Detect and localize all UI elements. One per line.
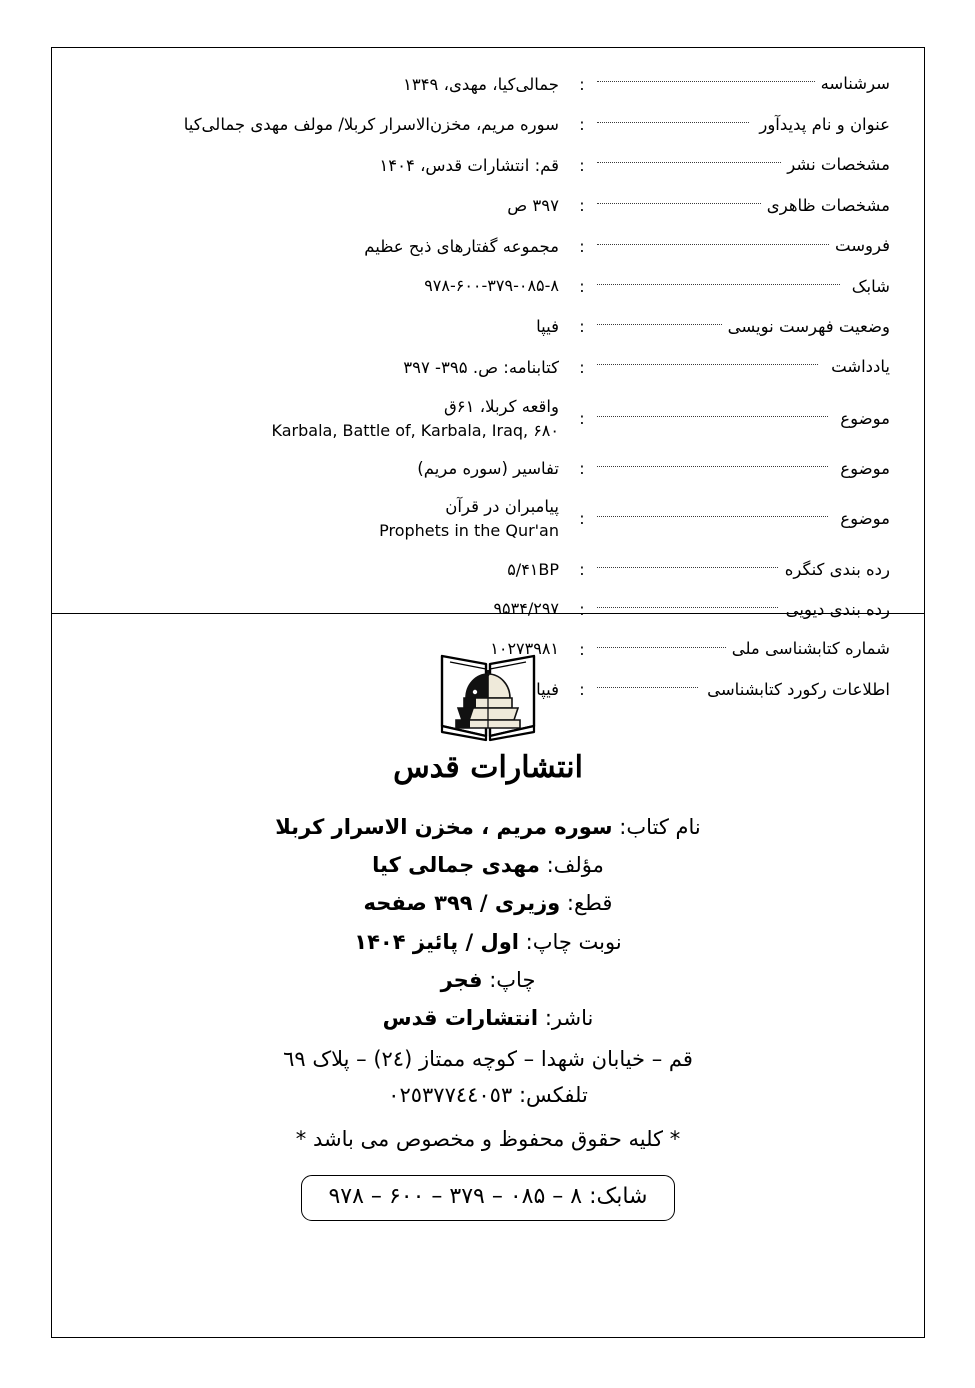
cip-label-title-author: عنوان و نام پدیدآور (759, 114, 890, 134)
cip-label-cell (595, 550, 890, 590)
format-line (51, 884, 925, 922)
cip-colon: : (579, 509, 585, 529)
cip-row-series (71, 226, 890, 267)
phone-label: تلفکس: (518, 1083, 588, 1108)
colophon-block (51, 624, 925, 1338)
book-title-line (51, 808, 925, 846)
cip-row-isbn (71, 267, 890, 307)
cip-colon: : (579, 74, 585, 94)
cip-row-cataloging-status (71, 307, 890, 348)
cip-value-cell (71, 307, 569, 348)
dotted-leader (597, 567, 778, 568)
cip-value-cell (71, 450, 569, 488)
cip-label-note: یادداشت (831, 357, 890, 377)
cip-value-subject-1-en: Karbala, Battle of, Karbala, Iraq, ۶۸۰ (271, 421, 559, 441)
dotted-leader (597, 284, 840, 285)
cip-colon: : (579, 409, 585, 429)
cip-value-cell (71, 226, 569, 267)
cip-label-cell (595, 186, 890, 227)
cip-value-cell (71, 347, 569, 388)
dotted-leader (597, 466, 828, 467)
book-title-value: سوره مریم ، مخزن الاسرار کربلا (275, 815, 613, 839)
cip-value-physical: ۳۹۷ ص (507, 196, 559, 216)
format-value: وزیری / ۳۹۹ صفحه (363, 891, 561, 916)
cip-row-physical (71, 186, 890, 227)
cip-label-publication: مشخصات نشر (787, 155, 890, 175)
cip-label-isbn: شابک (851, 276, 890, 296)
publisher-logo-icon (436, 640, 540, 744)
author-line (51, 846, 925, 884)
cip-label-cell (595, 145, 890, 186)
cip-row-sarshenase (71, 64, 890, 105)
cip-value-cell (71, 186, 569, 227)
cip-label-cell (595, 226, 890, 267)
cip-row-publication (71, 145, 890, 186)
cip-value-lc-class: ۵/۴۱BP (507, 559, 559, 579)
cip-label-cell (595, 488, 890, 550)
cip-label-subject-2: موضوع (840, 458, 890, 478)
cip-label-lc-class: رده بندی کنگره (784, 559, 890, 579)
printer-line (51, 961, 925, 999)
cip-label-series: فروست (835, 236, 890, 256)
cip-table (71, 64, 890, 710)
author-label: مؤلف: (546, 853, 604, 878)
phone-value: ٠۲٥۳۷۷٤٤٠٥۳ (388, 1083, 513, 1108)
cip-colon: : (579, 459, 585, 479)
publisher-label: ناشر: (544, 1006, 594, 1031)
cip-colon: : (579, 640, 585, 659)
cip-value-record-info: فیپا (536, 679, 559, 699)
cip-label-cell (595, 388, 890, 450)
publisher-line (51, 999, 925, 1037)
cip-label-cell (595, 267, 890, 307)
dotted-leader (597, 607, 778, 608)
edition-label: نوبت چاپ: (525, 929, 622, 954)
cip-colon: : (579, 277, 585, 297)
publisher-title: انتشارات قدس (393, 750, 583, 785)
dotted-leader (597, 416, 828, 417)
isbn-label: شابک: (589, 1183, 648, 1209)
dotted-leader (597, 324, 722, 325)
cip-value-dewey-class: ۹۵۳۴/۲۹۷ (493, 599, 559, 619)
cip-value-subject-3-en: Prophets in the Qur'an (379, 521, 559, 541)
cip-label-cell (595, 307, 890, 348)
dotted-leader (597, 516, 828, 517)
cip-colon: : (579, 357, 585, 377)
printer-value: فجر (440, 967, 483, 992)
cip-value-cell (71, 488, 569, 550)
cip-label-cataloging-status: وضعیت فهرست نویسی (727, 316, 890, 336)
cip-label-cell (595, 347, 890, 388)
cip-value-note: کتابنامه: ص. ۳۹۵- ۳۹۷ (403, 357, 559, 377)
cip-label-subject-1: موضوع (840, 408, 890, 428)
rights-reserved-note: * کلیه حقوق محفوظ و مخصوص می باشد * (295, 1126, 681, 1151)
publisher-phone-line (51, 1077, 925, 1113)
cip-value-subject-3-fa: پیامبران در قرآن (445, 496, 559, 516)
cip-value-title-author: سوره مریم، مخزن‌الاسرار کربلا/ مولف مهدی جمالی‌کیا (183, 115, 559, 135)
edition-line (51, 923, 925, 961)
format-label: قطع: (566, 891, 613, 916)
cip-value-publication: قم: انتشارات قدس، ۱۴۰۴ (379, 155, 559, 175)
publisher-address: قم – خیابان شهدا – کوچه ممتاز (۲٤) – پلاک ٦۹ (283, 1047, 693, 1072)
dotted-leader (597, 364, 818, 365)
dotted-leader (597, 203, 761, 204)
author-value: مهدی جمالی کیا (372, 853, 540, 878)
dotted-leader (597, 122, 749, 123)
cip-value-series: مجموعه گفتارهای ذبح عظیم (364, 236, 559, 256)
cip-label-sarshenase: سرشناسه (820, 74, 890, 94)
publisher-logo-wrap (51, 640, 925, 744)
cip-colon: : (579, 155, 585, 175)
cip-value-cataloging-status: فیپا (536, 317, 559, 337)
cip-colon: : (579, 600, 585, 620)
cip-label-national-bib-number: شماره کتابشناسی ملی (731, 639, 890, 659)
cip-row-note (71, 347, 890, 388)
cip-label-cell (595, 64, 890, 105)
book-title-label: نام کتاب: (619, 815, 701, 839)
cip-value-cell (71, 145, 569, 186)
cip-label-physical: مشخصات ظاهری (766, 195, 890, 215)
cip-catalog-block (51, 64, 925, 700)
cip-label-record-info: اطلاعات رکورد کتابشناسی (707, 679, 890, 699)
cip-value-cell (71, 267, 569, 307)
isbn-value: ۸ – ۰۸۵ – ۳۷۹ – ۶۰۰ – ۹۷۸ (328, 1183, 583, 1209)
cip-value-subject-2: تفاسیر (سوره مریم) (417, 459, 559, 479)
cip-colon: : (579, 560, 585, 580)
cip-value-national-bib-number: ۱۰۲۷۳۹۸۱ (490, 639, 559, 659)
cip-value-cell (71, 388, 569, 450)
cip-colon: : (579, 317, 585, 337)
cip-row-title-author (71, 105, 890, 146)
cip-value-cell (71, 64, 569, 105)
edition-value: اول / پائیز ۱۴۰۴ (354, 929, 519, 954)
cip-value-isbn: ۹۷۸-۶۰۰-۳۷۹-۰۸۵-۸ (424, 276, 559, 296)
cip-row-subject-prophets (71, 488, 890, 550)
isbn-box (301, 1175, 674, 1222)
cip-row-subject-karbala (71, 388, 890, 450)
publisher-value: انتشارات قدس (382, 1006, 539, 1031)
dotted-leader (597, 162, 781, 163)
cip-row-subject-tafsir (71, 450, 890, 488)
cip-label-subject-3: موضوع (840, 508, 890, 528)
cip-label-cell (595, 105, 890, 146)
printer-label: چاپ: (489, 967, 536, 992)
cip-value-cell (71, 550, 569, 590)
cip-colon: : (579, 237, 585, 257)
dotted-leader (597, 81, 815, 82)
cip-label-dewey-class: رده بندی دیویی (785, 599, 890, 619)
cip-row-lc-class (71, 550, 890, 590)
cip-value-sarshenase: جمالی‌کیا، مهدی، ۱۳۴۹ (402, 74, 559, 94)
colophon-detail-lines (51, 808, 925, 1221)
cip-value-subject-1-fa: واقعه کربلا، ۶۱ق (443, 396, 559, 416)
cip-label-cell (595, 450, 890, 488)
cip-colon: : (579, 196, 585, 216)
cip-colon: : (579, 680, 585, 700)
cip-colon: : (579, 115, 585, 135)
dotted-leader (597, 244, 829, 245)
cip-value-cell (71, 105, 569, 146)
